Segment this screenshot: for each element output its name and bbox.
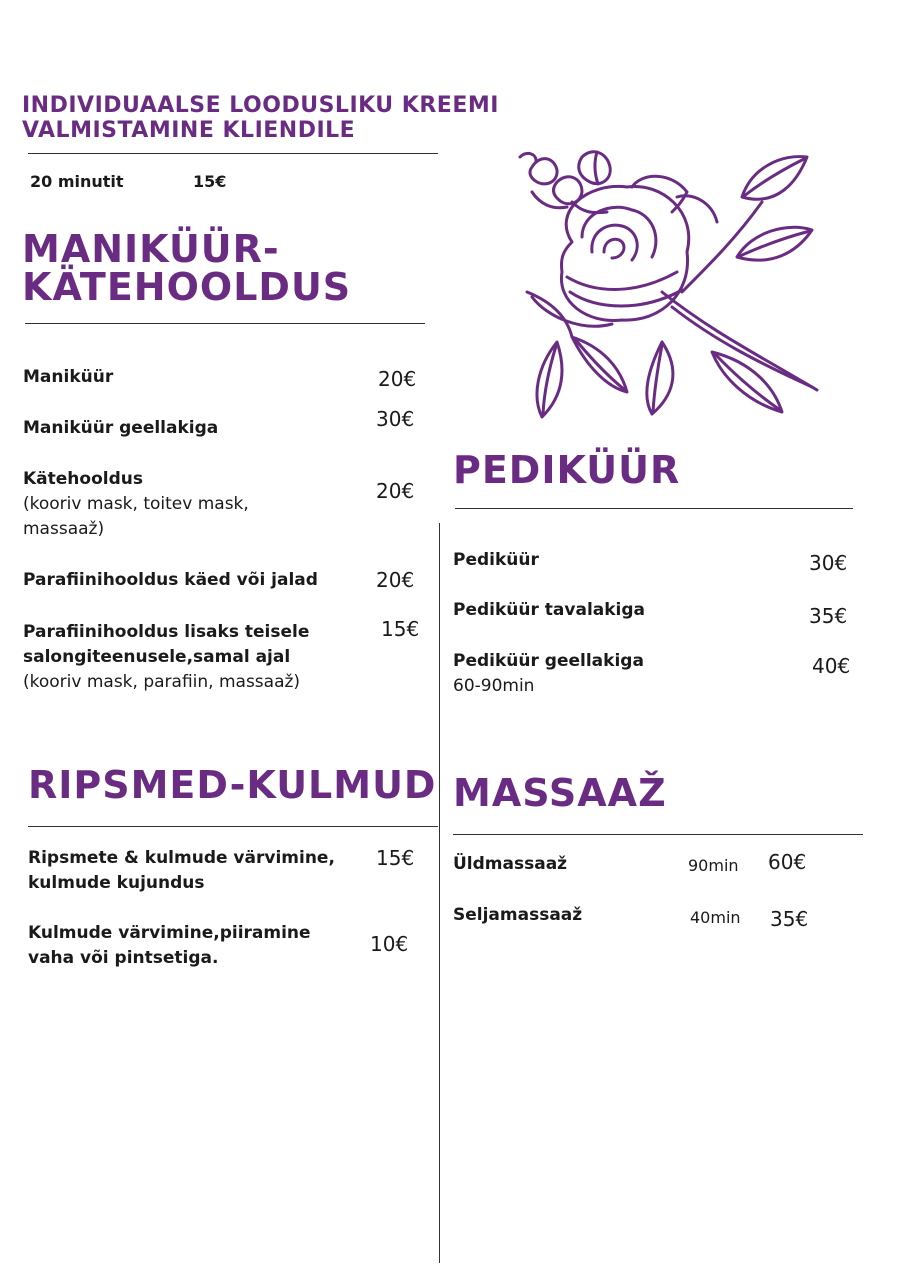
cream-divider — [28, 153, 438, 154]
manicure-item-name: Parafiinihooldus käed või jalad — [23, 570, 318, 590]
massage-item-duration: 40min — [690, 908, 741, 927]
manicure-title-line2: KÄTEHOOLDUS — [22, 265, 352, 309]
pedicure-item-price: 30€ — [809, 551, 848, 575]
massage-item-name: Seljamassaaž — [453, 905, 583, 925]
lashes-divider — [28, 826, 438, 827]
cream-title-line2: VALMISTAMINE KLIENDILE — [22, 118, 356, 143]
manicure-item-note: (kooriv mask, toitev mask, — [23, 494, 249, 514]
massage-item-price: 60€ — [768, 850, 807, 874]
massage-divider — [453, 834, 863, 835]
manicure-item-price: 30€ — [376, 407, 415, 431]
massage-item-name: Üldmassaaž — [453, 854, 568, 874]
massage-title: MASSAAŽ — [453, 771, 667, 815]
lashes-title: RIPSMED-KULMUD — [28, 763, 437, 807]
lashes-item-name: vaha või pintsetiga. — [28, 948, 219, 968]
cream-title — [22, 93, 499, 143]
cream-price: 15€ — [193, 172, 227, 191]
pedicure-item — [453, 649, 644, 699]
pedicure-item-name: Pediküür geellakiga — [453, 651, 644, 671]
rose-illustration-icon — [512, 142, 830, 422]
manicure-item-price: 20€ — [376, 479, 415, 503]
lashes-item — [28, 846, 335, 896]
lashes-item-name: Ripsmete & kulmude värvimine, — [28, 848, 335, 868]
massage-item-duration: 90min — [688, 856, 739, 875]
manicure-item-note: massaaž) — [23, 519, 105, 539]
cream-duration: 20 minutit — [30, 172, 124, 191]
manicure-title-line1: MANIKÜÜR- — [22, 227, 280, 271]
pedicure-divider — [455, 508, 853, 509]
manicure-item-name: Maniküür — [23, 367, 114, 387]
manicure-item-price: 20€ — [378, 367, 417, 391]
manicure-item-name: salongiteenusele,samal ajal — [23, 647, 291, 667]
pedicure-item-price: 35€ — [809, 604, 848, 628]
pedicure-title: PEDIKÜÜR — [453, 448, 681, 492]
lashes-item-price: 15€ — [376, 846, 415, 870]
manicure-item-name: Maniküür geellakiga — [23, 418, 219, 438]
pedicure-item-name: Pediküür tavalakiga — [453, 600, 646, 620]
pedicure-item-price: 40€ — [812, 654, 851, 678]
lashes-item-price: 10€ — [370, 932, 409, 956]
cream-title-line1: INDIVIDUAALSE LOODUSLIKU KREEMI — [22, 93, 499, 118]
manicure-item-note: (kooriv mask, parafiin, massaaž) — [23, 672, 301, 692]
manicure-divider — [25, 323, 425, 324]
manicure-item — [23, 620, 309, 695]
pedicure-item-note: 60-90min — [453, 676, 535, 696]
manicure-item — [23, 467, 249, 542]
lashes-item-name: kulmude kujundus — [28, 873, 205, 893]
manicure-item-price: 20€ — [376, 568, 415, 592]
massage-item-price: 35€ — [770, 907, 809, 931]
manicure-item-name: Kätehooldus — [23, 469, 143, 489]
manicure-item-price: 15€ — [381, 617, 420, 641]
lashes-item — [28, 921, 311, 971]
lashes-item-name: Kulmude värvimine,piiramine — [28, 923, 311, 943]
pedicure-item-name: Pediküür — [453, 550, 539, 570]
manicure-item-name: Parafiinihooldus lisaks teisele — [23, 622, 310, 642]
manicure-title — [22, 227, 352, 309]
column-divider — [439, 523, 440, 1263]
